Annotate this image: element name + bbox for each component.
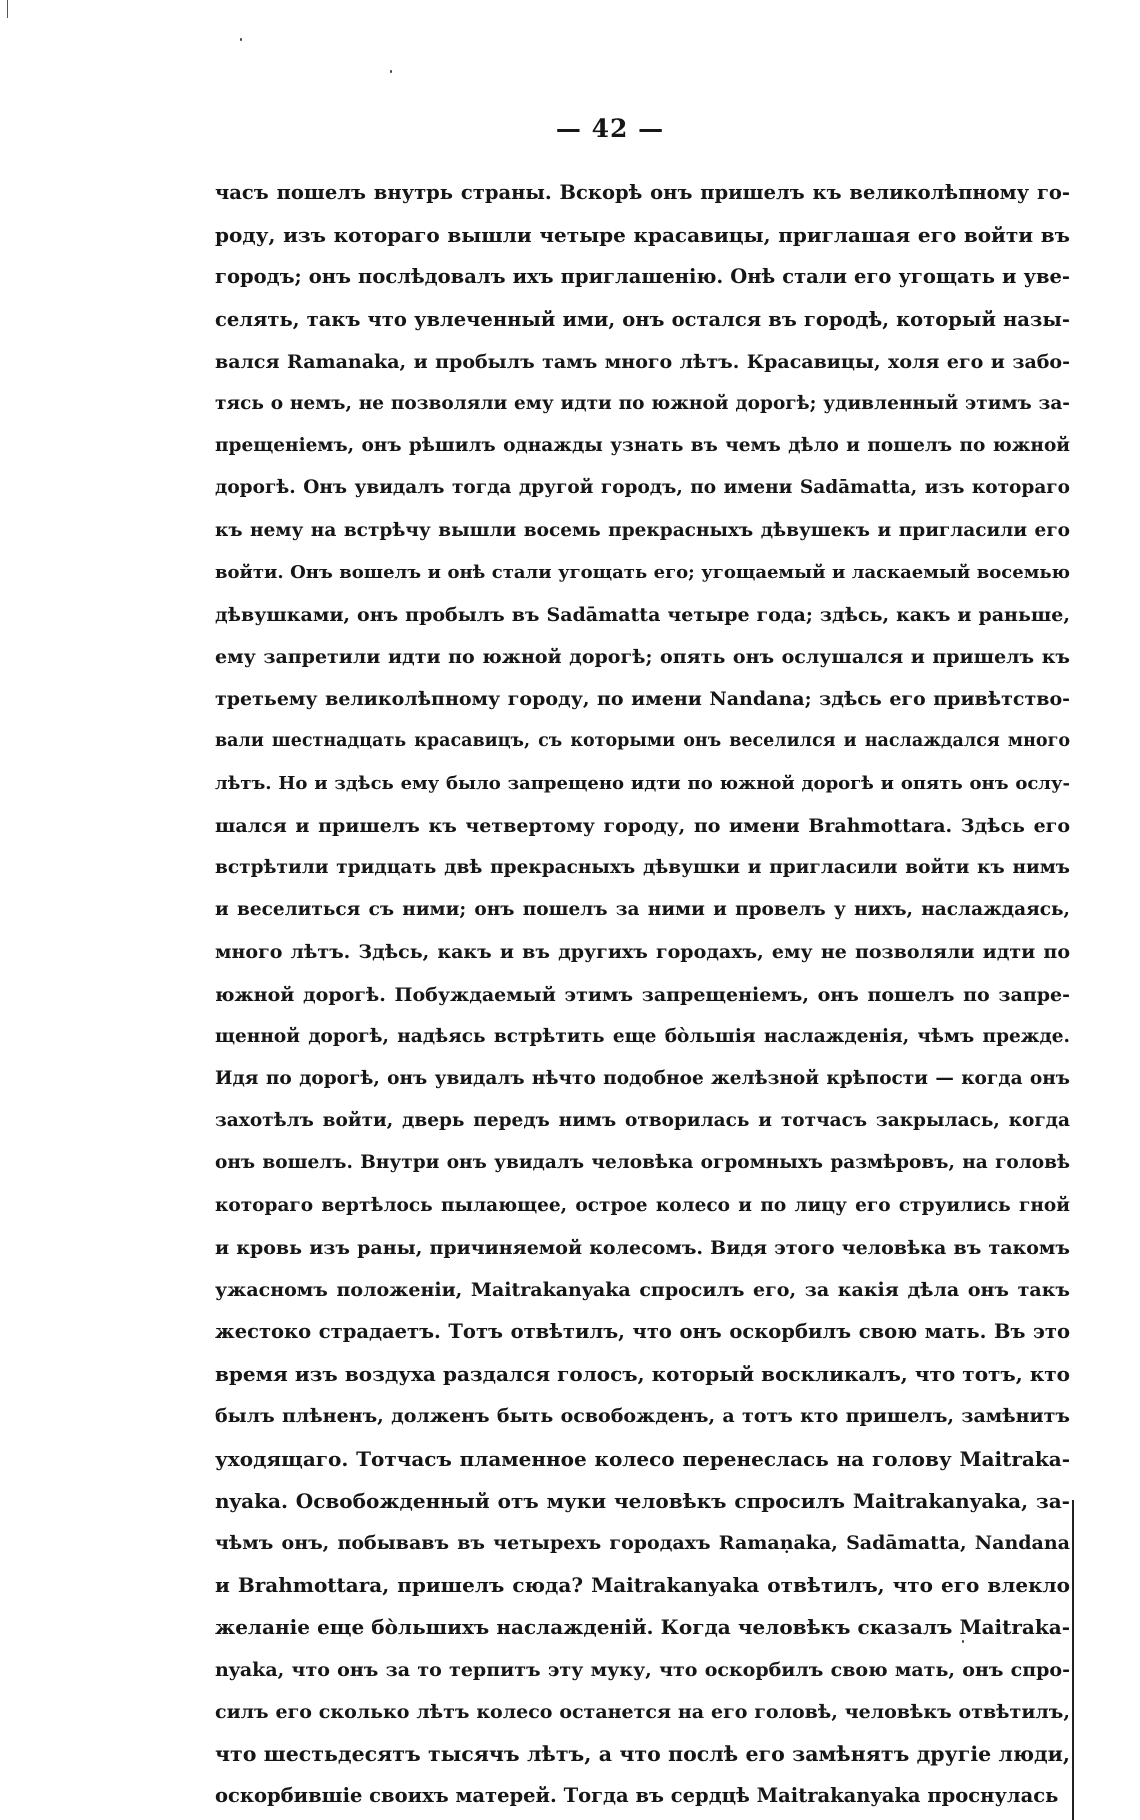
scan-speck	[390, 70, 392, 73]
text-line: войти. Онъ вошелъ и онѣ стали угощать его; угощаемый и ласкаемый восемью	[215, 561, 1070, 583]
text-line: третьему великолѣпному городу, по имени Nandana; здѣсь его привѣтство-	[215, 688, 1070, 711]
text-line: встрѣтили тридцать двѣ прекрасныхъ дѣвушки и пригласили войти къ нимъ	[215, 857, 1070, 878]
text-line: шался и пришелъ къ четвертому городу, по имени Brahmottara. Здѣсь его	[215, 814, 1070, 837]
scan-edge-mark	[7, 0, 8, 18]
text-line: дѣвушками, онъ пробылъ въ Sadāmatta четыре года; здѣсь, какъ и раньше,	[215, 603, 1070, 626]
text-line: часъ пошелъ внутрь страны. Вскорѣ онъ пришелъ къ великолѣпному го-	[215, 181, 1070, 204]
text-line: много лѣтъ. Здѣсь, какъ и въ другихъ городахъ, ему не позволяли идти по	[215, 941, 1070, 964]
text-line: жестоко страдаетъ. Тотъ отвѣтилъ, что онъ оскорбилъ свою мать. Въ это	[215, 1320, 1070, 1344]
text-line: дорогѣ. Онъ увидалъ тогда другой городъ, по имени Sadāmatta, изъ котораго	[215, 477, 1070, 499]
text-line: захотѣлъ войти, дверь передъ нимъ отворилась и тотчасъ закрылась, когда	[215, 1110, 1070, 1132]
text-line: котораго вертѣлось пылающее, острое колесо и по лицу его струились гной	[215, 1194, 1070, 1216]
text-line: былъ плѣненъ, долженъ быть освобожденъ, а тотъ кто пришелъ, замѣнитъ	[215, 1405, 1070, 1428]
text-line: онъ вошелъ. Внутри онъ увидалъ человѣка огромныхъ размѣровъ, на головѣ	[215, 1152, 1070, 1174]
text-line: nyaka. Освобожденный отъ муки человѣкъ спросилъ Maitrakanyaka, за-	[215, 1488, 1070, 1513]
text-line: и Brahmottara, пришелъ сюда? Maitrakanyaka отвѣтилъ, что его влекло	[215, 1573, 1070, 1598]
text-line: время изъ воздуха раздался голосъ, который воскликалъ, что тотъ, кто	[215, 1362, 1070, 1387]
text-line: уходящаго. Тотчасъ пламенное колесо перенеслась на голову Maitraka-	[215, 1446, 1070, 1471]
text-line: ему запретили идти по южной дорогѣ; опять онъ ослушался и пришелъ къ	[215, 646, 1070, 669]
text-line: тясь о немъ, не позволяли ему идти по южной дорогѣ; удивленный этимъ за-	[215, 392, 1070, 414]
text-line: и кровь изъ раны, причиняемой колесомъ. Видя этого человѣка въ такомъ	[215, 1236, 1070, 1259]
text-line: что шестьдесятъ тысячъ лѣтъ, а что послѣ его замѣнятъ другіе люди,	[215, 1741, 1070, 1766]
text-line: оскорбившіе своихъ матерей. Тогда въ сердцѣ Maitrakanyaka проснулась	[215, 1784, 1059, 1808]
text-line: силъ его сколько лѣтъ колесо останется на его головѣ, человѣкъ отвѣтилъ,	[215, 1700, 1070, 1723]
text-line: селять, такъ что увлеченный ими, онъ остался въ городѣ, который назы-	[215, 307, 1070, 331]
text-line: и веселиться съ ними; онъ пошелъ за ними и провелъ у нихъ, наслаждаясь,	[215, 899, 1070, 921]
text-line: вался Ramanaka, и пробылъ тамъ много лѣтъ. Красавицы, холя его и забо-	[215, 350, 1070, 373]
text-line: щенной дорогѣ, надѣясь встрѣтить еще бо̀льшія наслажденія, чѣмъ прежде.	[215, 1025, 1070, 1047]
text-line: къ нему на встрѣчу вышли восемь прекрасныхъ дѣвушекъ и пригласили его	[215, 519, 1070, 541]
text-line: Идя по дорогѣ, онъ увидалъ нѣчто подобное желѣзной крѣпости — когда онъ	[215, 1067, 1070, 1089]
text-line: прещеніемъ, онъ рѣшилъ однажды узнать въ чемъ дѣло и пошелъ по южной	[215, 435, 1070, 457]
text-line: ужасномъ положеніи, Maitrakanyaka спросилъ его, за какія дѣла онъ такъ	[215, 1278, 1070, 1301]
scan-speck	[240, 38, 242, 41]
text-line: роду, изъ котораго вышли четыре красавицы, приглашая его войти въ	[215, 223, 1070, 248]
text-line: nyaka, что онъ за то терпитъ эту муку, что оскорбилъ свою мать, онъ спро-	[215, 1658, 1070, 1681]
text-line: чѣмъ онъ, побывавъ въ четырехъ городахъ Ramaṇaka, Sadāmatta, Nandana	[215, 1532, 1070, 1554]
text-line: лѣтъ. Но и здѣсь ему было запрещено идти по южной дорогѣ и опять онъ ослу-	[215, 772, 1070, 794]
text-line: вали шестнадцать красавицъ, съ которыми онъ веселился и наслаждался много	[215, 731, 1070, 752]
text-line: городъ; онъ послѣдовалъ ихъ приглашенію. Онѣ стали его угощать и уве-	[215, 265, 1070, 289]
body-text	[215, 172, 1070, 1817]
text-line: желаніе еще бо̀льшихъ наслажденій. Когда человѣкъ сказалъ Maitraka-	[215, 1615, 1070, 1640]
page-number: — 42 —	[555, 114, 665, 143]
text-line: южной дорогѣ. Побуждаемый этимъ запрещеніемъ, онъ пошелъ по запре-	[215, 983, 1070, 1006]
scan-edge-mark	[1072, 1500, 1074, 1820]
